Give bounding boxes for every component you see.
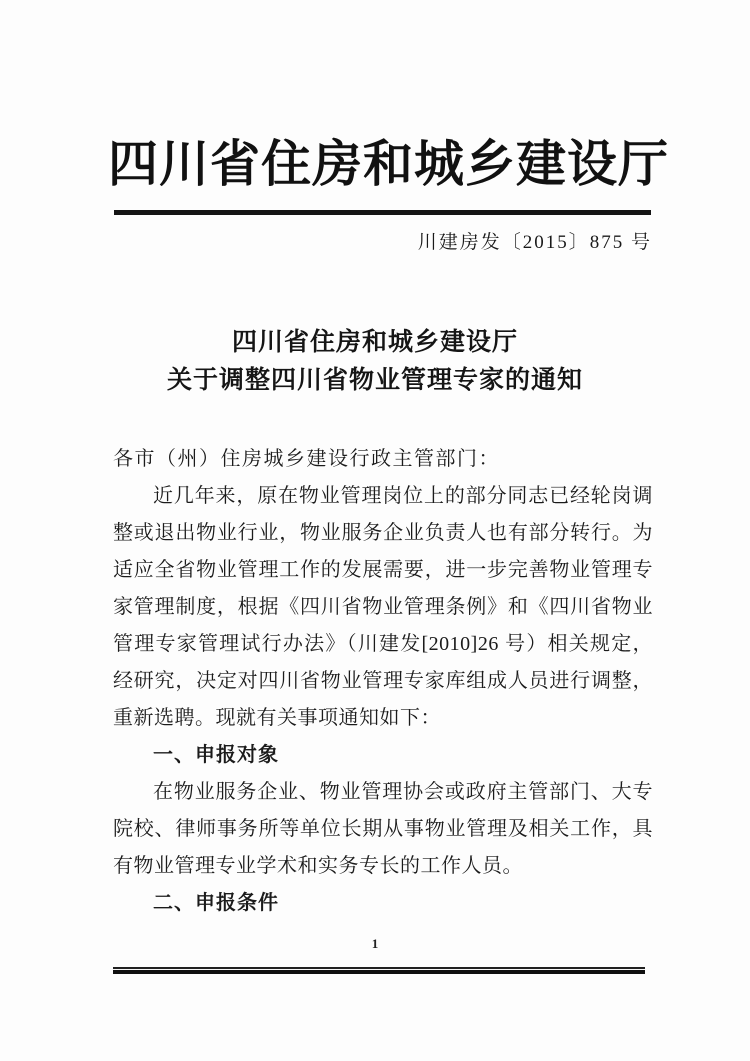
salutation-line: 各市（州）住房城乡建设行政主管部门： [113,448,500,470]
section-heading-1: 一、申报对象 [153,744,279,766]
scan-edge-line [113,967,645,975]
page-number: 1 [371,936,379,951]
notice-title [85,324,665,400]
notice-title-line1: 四川省住房和城乡建设厅 [231,329,518,356]
section-heading-2: 二、申报条件 [153,892,279,914]
document-body [113,441,653,922]
notice-title-line2: 关于调整四川省物业管理专家的通知 [166,367,583,394]
eligibility-paragraph: 在物业服务企业、物业管理协会或政府主管部门、大专院校、律师事务所等单位长期从事物业管理及相关工作，具有物业管理专业学术和实务专长的工作人员。 [113,781,653,877]
letterhead-rule [114,210,651,215]
letterhead-title: 四川省住房和城乡建设厅 [108,136,669,192]
intro-paragraph: 近几年来，原在物业管理岗位上的部分同志已经轮岗调整或退出物业行业，物业服务企业负责人也有部分转行。为适应全省物业管理工作的发展需要，进一步完善物业管理专家管理制度，根据《四川省物业管理条例》和《四川省物业管理专家管理试行办法》（川建发[2010]26 号）相关规定，经研究，决定对四川省物业管理专家库组成人员进行调整，重新选聘。现就有关事项通知如下： [113,485,653,729]
document-number: 川建房发〔2015〕875 号 [417,232,652,253]
